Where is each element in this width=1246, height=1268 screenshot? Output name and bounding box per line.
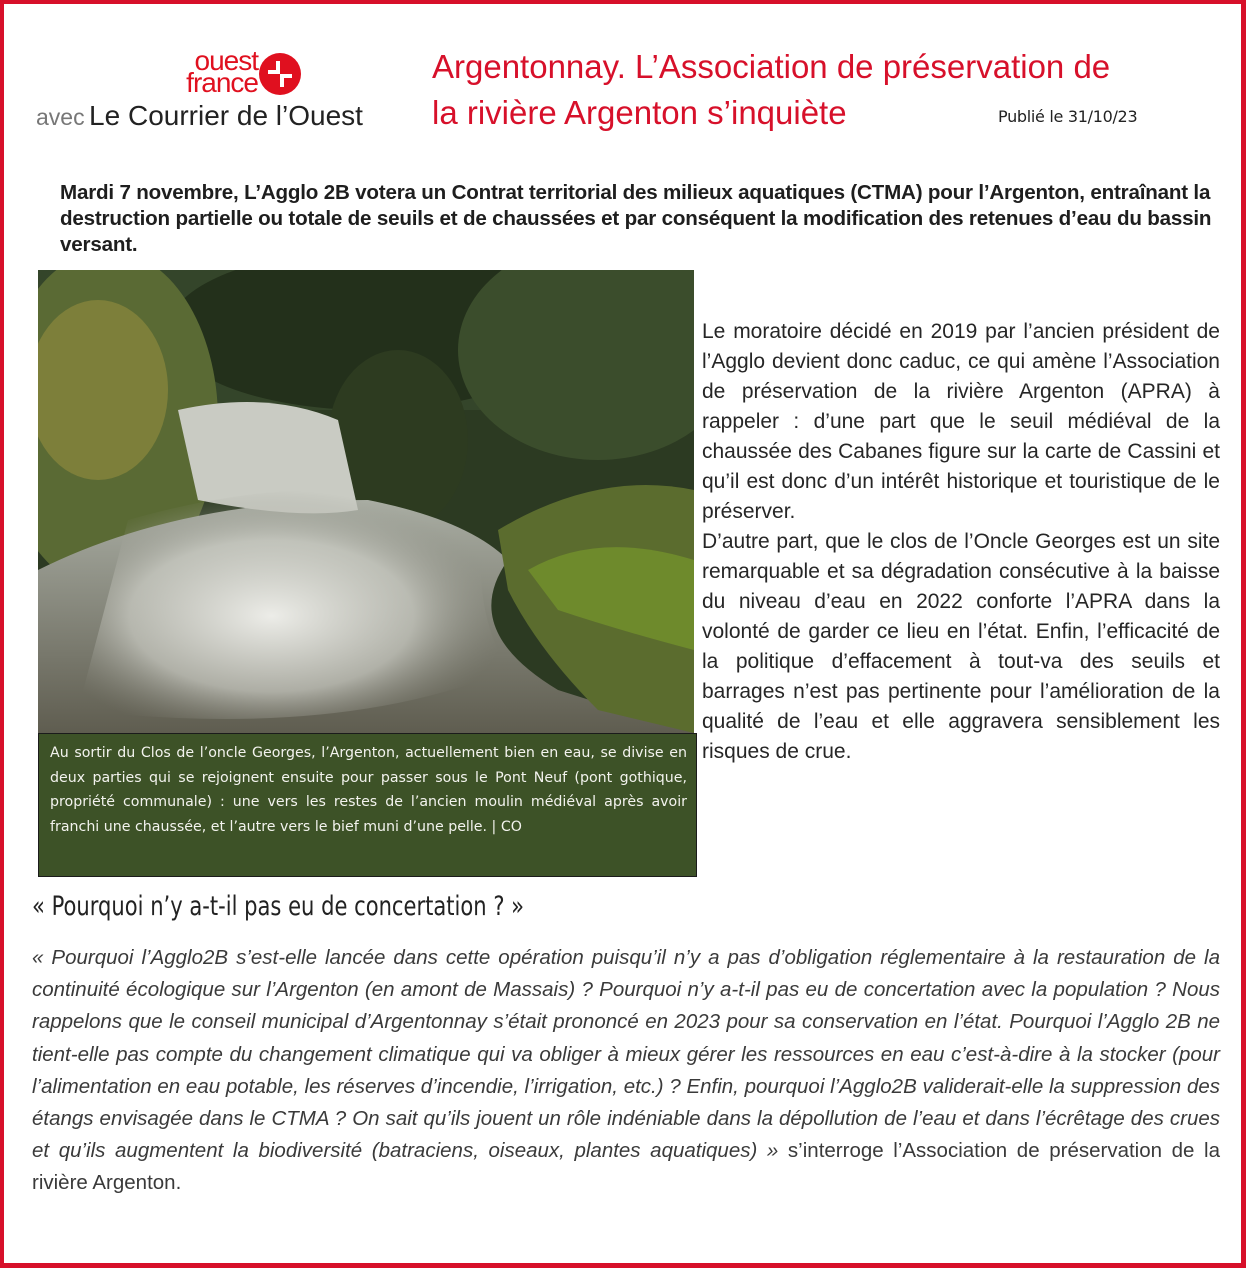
article-title-line-2: la rivière Argenton s’inquiète: [432, 94, 847, 131]
logo-word-ouest: ouest: [194, 45, 258, 76]
river-photo: [38, 270, 694, 733]
partner-name: [36, 100, 363, 132]
river-photo-illustration: [38, 270, 694, 733]
body-paragraph-2: D’autre part, que le clos de l’Oncle Georges est un site remarquable et sa dégradation consécutive à la baisse du niveau d’eau en 2022 conforte l’APRA dans la volonté de garder ce lieu en l’état. Enfin, l’efficacité de la politique d’effacement à tout-va des seuils et barrages n’est pas pertinente pour l’amélioration de la qualité de l’eau et elle aggravera sensiblement les risques de crue.: [702, 530, 1220, 763]
ouest-france-logo: [148, 46, 318, 102]
association-quote: [32, 942, 1220, 1200]
logo-word-france: france: [186, 67, 258, 98]
article-lead: Mardi 7 novembre, L’Agglo 2B votera un Contrat territorial des milieux aquatiques (CTMA) pour l’Argenton, entraînant la destruction partielle ou totale de seuils et de chaussées et par conséquent la modification des retenues d’eau du bassin versant.: [60, 181, 1212, 256]
publication-date: Publié le 31/10/23: [998, 107, 1138, 126]
publication-logo: [30, 44, 420, 139]
partner-label: Le Courrier de l’Ouest: [89, 100, 363, 131]
photo-caption: Au sortir du Clos de l’oncle Georges, l’Argenton, actuellement bien en eau, se divise en deux parties qui se rejoignent ensuite pour passer sous le Pont Neuf (pont gothique, propriété communale) : une vers les restes de l’ancien moulin médiéval après avoir franchi une chaussée, et l’autre vers le bief muni d’une pelle. | CO: [38, 733, 697, 877]
quote-text: « Pourquoi l’Agglo2B s’est-elle lancée dans cette opération puisqu’il n’y a pas d’obligation réglementaire à la restauration de la continuité écologique sur l’Argenton (en amont de Massais) ? Pourquoi n’y a-t-il pas eu de concertation avec la population ? Nous rappelons que le conseil municipal d’Argentonnay s’était prononcé en 2023 pour sa conservation en l’état. Pourquoi l’Agglo 2B ne tient-elle pas compte du changement climatique qui va obliger à mieux gérer les ressources en eau c’est-à-dire à la stocker (pour l’alimentation en eau potable, les réserves d’incendie, l’irrigation, etc.) ? Enfin, pourquoi l’Agglo2B validerait-elle la suppression des étangs envisagée dans le CTMA ? On sait qu’ils jouent un rôle indéniable dans la dépollution de l’eau et dans l’écrêtage des crues et qu’ils augmentent la biodiversité (batraciens, oiseaux, plantes aquatiques) »: [32, 946, 1220, 1163]
quote-attribution: s’interroge l’Association de préservation de la rivière Argenton.: [32, 1139, 1221, 1195]
section-subheading: « Pourquoi n’y a-t-il pas eu de concertation ? »: [32, 891, 525, 922]
article-body: [702, 317, 1220, 767]
ouest-france-emblem-icon: [258, 52, 302, 96]
body-paragraph-1: Le moratoire décidé en 2019 par l’ancien président de l’Agglo devient donc caduc, ce qui amène l’Association de préservation de la rivière Argenton (APRA) à rappeler : d’une part que le seuil médiéval de la chaussée des Cabanes figure sur la carte de Cassini et qu’il est donc d’un intérêt historique et touristique de le préserver.: [702, 320, 1220, 523]
article-title-line-1: Argentonnay. L’Association de préservation de: [432, 48, 1111, 85]
avec-label: avec: [36, 104, 85, 130]
